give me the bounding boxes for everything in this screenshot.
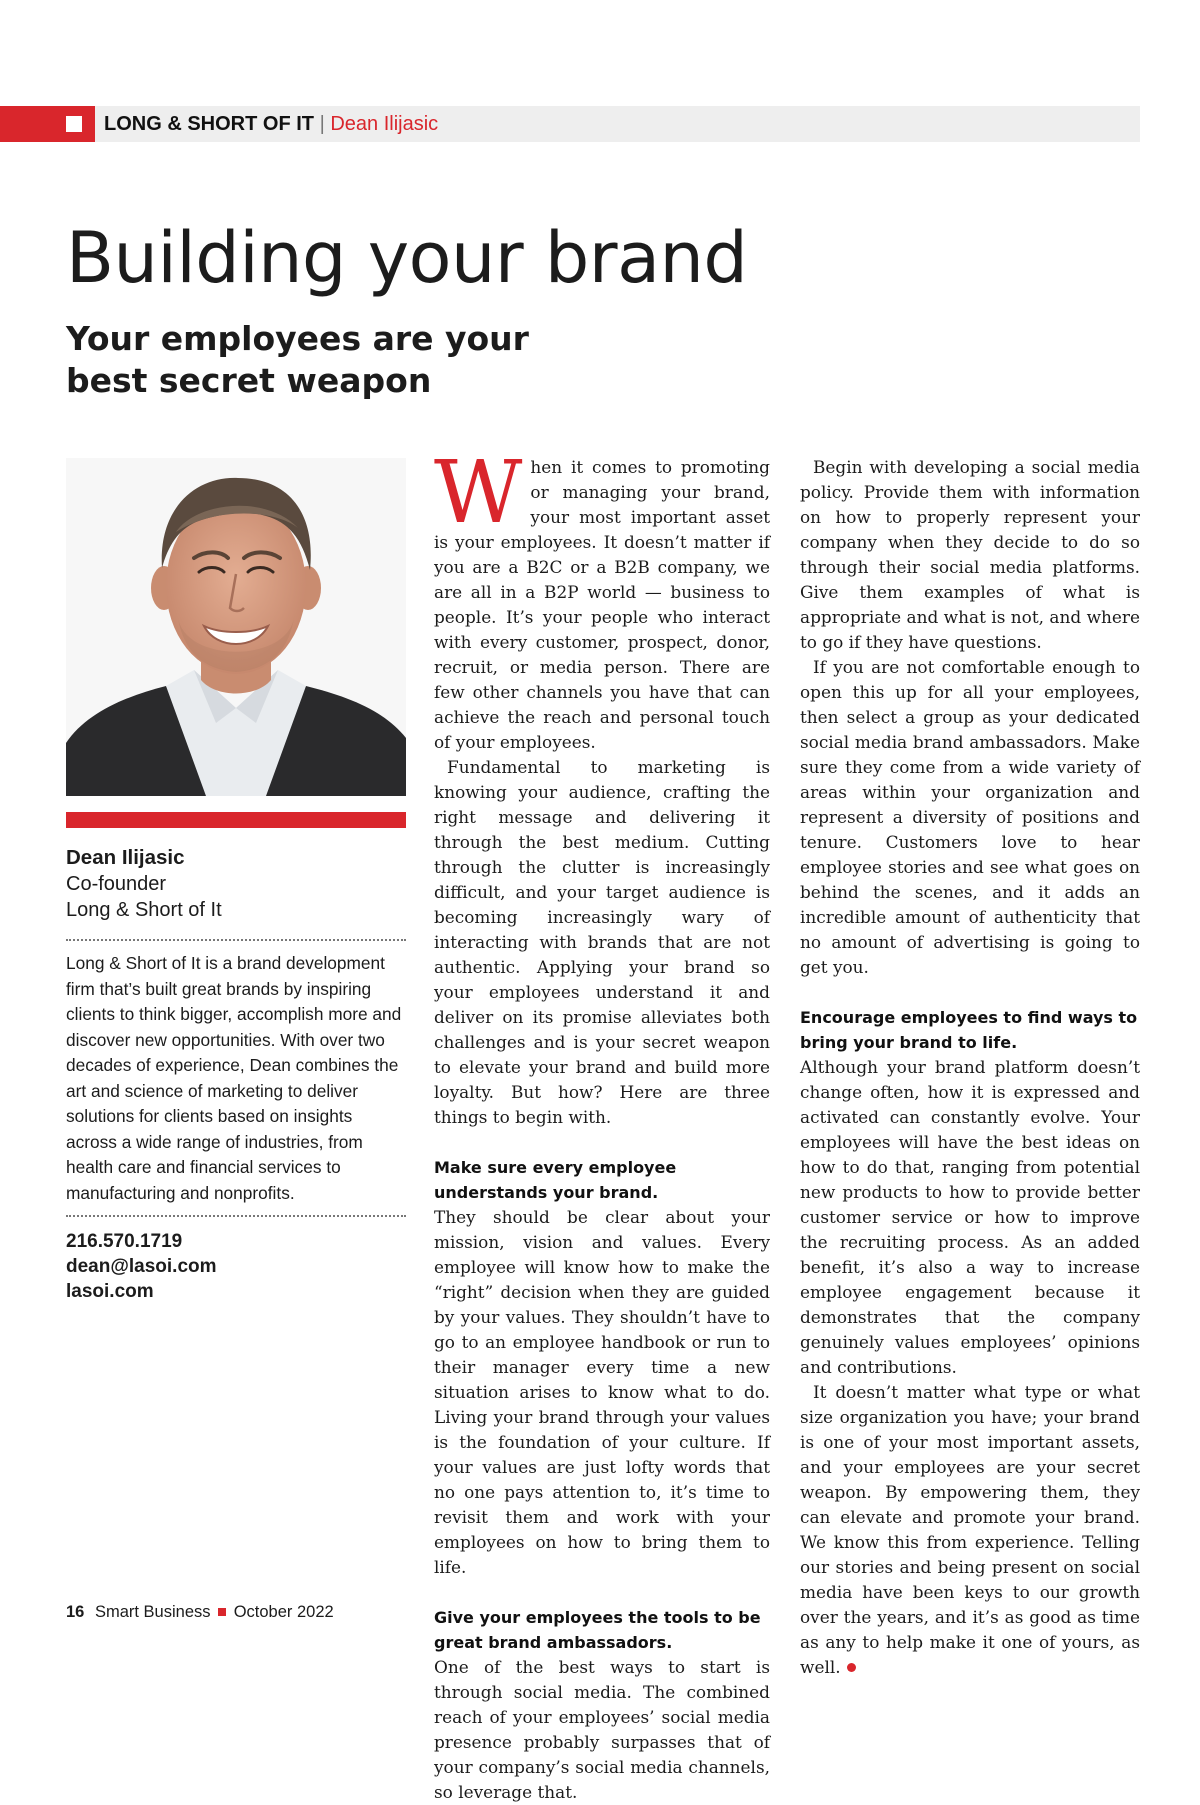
author-contact [66, 1229, 406, 1304]
page-footer [66, 1602, 334, 1622]
section-heading: Make sure every employee understands your brand. [434, 1158, 677, 1202]
header-separator: | [319, 113, 325, 135]
footer-square-icon [218, 1608, 226, 1616]
article-paragraph: Fundamental to marketing is knowing your audience, crafting the right message and delivering it through the best medium. Cutting through the clutter is increasingly difficult, and your target audience is becoming increasingly wary of interacting with brands that are not authentic. Applying your brand so your employees understand it and deliver on its promise alleviates both challenges and is your secret weapon to elevate your brand and build more loyalty. But how? Here are three things to begin with. [434, 757, 770, 1127]
article-paragraph: Although your brand platform doesn’t change often, how it is expressed and activated can constantly evolve. Your employees will have the best ideas on how to do that, ranging from potential new products to how to provide better customer service or how to improve the recruiting process. As an added benefit, it’s also a way to increase employee engagement because it demonstrates that the company genuinely values employees’ opinions and contributions. [800, 1057, 1140, 1377]
article-paragraph: Begin with developing a social media policy. Provide them with information on how to properly represent your company when they decide to do so through their social media platforms. Give them examples of what is appropriate and what is not, and where to go if they have questions. [800, 457, 1140, 652]
author-portrait-illustration [66, 458, 406, 796]
header-label [104, 112, 438, 136]
author-photo [66, 458, 406, 796]
drop-cap: W [434, 443, 523, 543]
article-paragraph: One of the best ways to start is through social media. The combined reach of your employees’ social media presence probably surpasses that of your company’s social media channels, so leverage that. [434, 1657, 770, 1802]
author-bio: Long & Short of It is a brand development firm that’s built great brands by inspiring clients to think bigger, accomplish more and discover new opportunities. With over two decades of experience, Dean combines the art and science of marketing to deliver solutions for clients based on insights across a wide range of industries, from health care and financial services to manufacturing and nonprofits. [66, 953, 402, 1203]
author-role: Co-founder [66, 873, 167, 895]
contact-phone: 216.570.1719 [66, 1231, 183, 1252]
article-paragraph: If you are not comfortable enough to open this up for all your employees, then select a group as your dedicated social media brand ambassadors. Make sure they come from a wide variety of areas within your organization and represent a diversity of positions and tenure. Customers love to hear employee stories and see what goes on behind the scenes, and it adds an incredible amount of authenticity that no amount of advertising is going to get you. [800, 657, 1140, 977]
article-title: Building your brand [66, 217, 748, 299]
issue-date: October 2022 [233, 1603, 334, 1621]
article-subtitle: Your employees are your best secret weapon [66, 319, 529, 400]
dotted-divider [66, 1215, 406, 1217]
column-series-name: LONG & SHORT OF IT [104, 113, 314, 135]
end-mark-icon [847, 1663, 856, 1672]
dotted-divider [66, 939, 406, 941]
author-profile [66, 844, 406, 1304]
contact-email[interactable]: dean@lasoi.com [66, 1256, 217, 1277]
header-square-icon [66, 116, 82, 132]
publication-name: Smart Business [94, 1603, 211, 1621]
article-column-1 [434, 443, 770, 1805]
paragraph-text: hen it comes to promoting or managing your brand, your most important asset is your employees. It doesn’t matter if you are a B2C or a B2B company, we are all in a B2P world — business to people. It’s your people who interact with every customer, prospect, donor, recruit, or media person. There are few other channels you have that can achieve the reach and personal touch of your employees. [434, 457, 770, 752]
section-heading: Encourage employees to find ways to bring your brand to life. [800, 1008, 1138, 1052]
section-heading: Give your employees the tools to be great brand ambassadors. [434, 1608, 761, 1652]
paragraph-text: It doesn’t matter what type or what size organization you have; your brand is one of your most important assets, and your employees are your secret weapon. By empowering them, they can elevate and promote your brand. We know this from experience. Telling our stories and being present on social media have been keys to our growth over the years, and it’s as good as time as any to help make it one of yours, as well. [800, 1382, 1140, 1677]
contact-website[interactable]: lasoi.com [66, 1281, 154, 1302]
article-paragraph: They should be clear about your mission, vision and values. Every employee will know how to make the “right” decision when they are guided by your values. They shouldn’t have to go to an employee handbook or run to their manager every time a new situation arises to know what to do. Living your brand through your values is the foundation of your culture. If your values are just lofty words that no one pays attention to, it’s time to revisit them and work with your employees on how to bring them to life. [434, 1207, 770, 1577]
author-name: Dean Ilijasic [66, 846, 185, 869]
page-number: 16 [66, 1603, 85, 1621]
article-column-2 [800, 455, 1140, 1680]
article-paragraph [800, 1380, 1140, 1680]
author-company: Long & Short of It [66, 899, 222, 921]
column-author: Dean Ilijasic [330, 113, 439, 135]
article-paragraph [434, 443, 770, 755]
profile-divider-bar [66, 812, 406, 828]
